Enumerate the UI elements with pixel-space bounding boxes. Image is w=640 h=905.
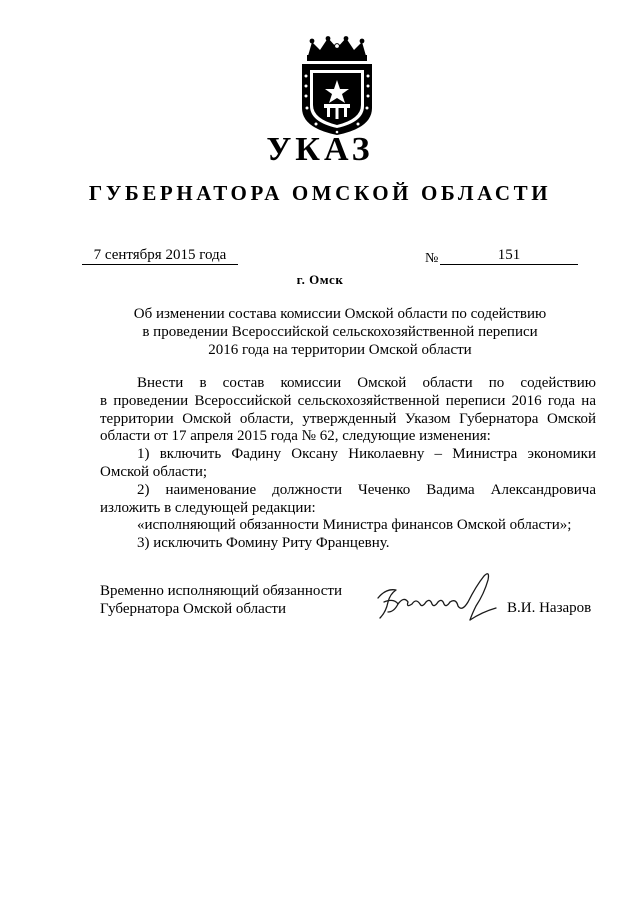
signatory-position-line: Временно исполняющий обязанности	[100, 583, 343, 599]
body-line: области от 17 апреля 2015 года № 62, следующие изменения:	[100, 428, 491, 445]
decree-subject	[120, 306, 560, 359]
document-issuer: ГУБЕРНАТОРА ОМСКОЙ ОБЛАСТИ	[88, 181, 552, 205]
body-line: Омской области;	[100, 463, 208, 480]
body-line: «исполняющий обязанности Министра финансов Омской области»;	[137, 517, 572, 534]
signatory-position	[100, 582, 342, 618]
subject-line: в проведении Всероссийской сельскохозяйственной переписи	[142, 323, 538, 340]
omsk-coat-of-arms-icon	[296, 36, 378, 136]
subject-line: Об изменении состава комиссии Омской области по содействию	[133, 306, 547, 322]
handwritten-signature	[372, 568, 502, 624]
body-line: 3) исключить Фомину Риту Францевну.	[137, 535, 390, 552]
body-line: изложить в следующей редакции:	[100, 499, 316, 516]
body-line: в проведении Всероссийской сельскохозяйственной переписи 2016 года на	[100, 392, 596, 409]
decree-body	[100, 375, 596, 553]
body-line: Внести в состав комиссии Омской области по содействию	[137, 375, 596, 391]
decree-date: 7 сентября 2015 года	[82, 247, 238, 265]
body-line: 2) наименование должности Чеченко Вадима Александровича	[137, 481, 596, 498]
decree-city: г. Омск	[296, 272, 344, 287]
signatory-name: В.И. Назаров	[507, 600, 592, 616]
document-title: УКАЗ	[266, 131, 374, 168]
subject-line: 2016 года на территории Омской области	[208, 341, 472, 358]
body-line: территории Омской области, утвержденный Указом Губернатора Омской	[100, 410, 596, 427]
body-line: 1) включить Фадину Оксану Николаевну – Министра экономики	[137, 446, 596, 463]
signatory-position-line: Губернатора Омской области	[100, 601, 286, 617]
decree-number: 151	[440, 247, 578, 265]
decree-number-label: №	[425, 251, 439, 266]
